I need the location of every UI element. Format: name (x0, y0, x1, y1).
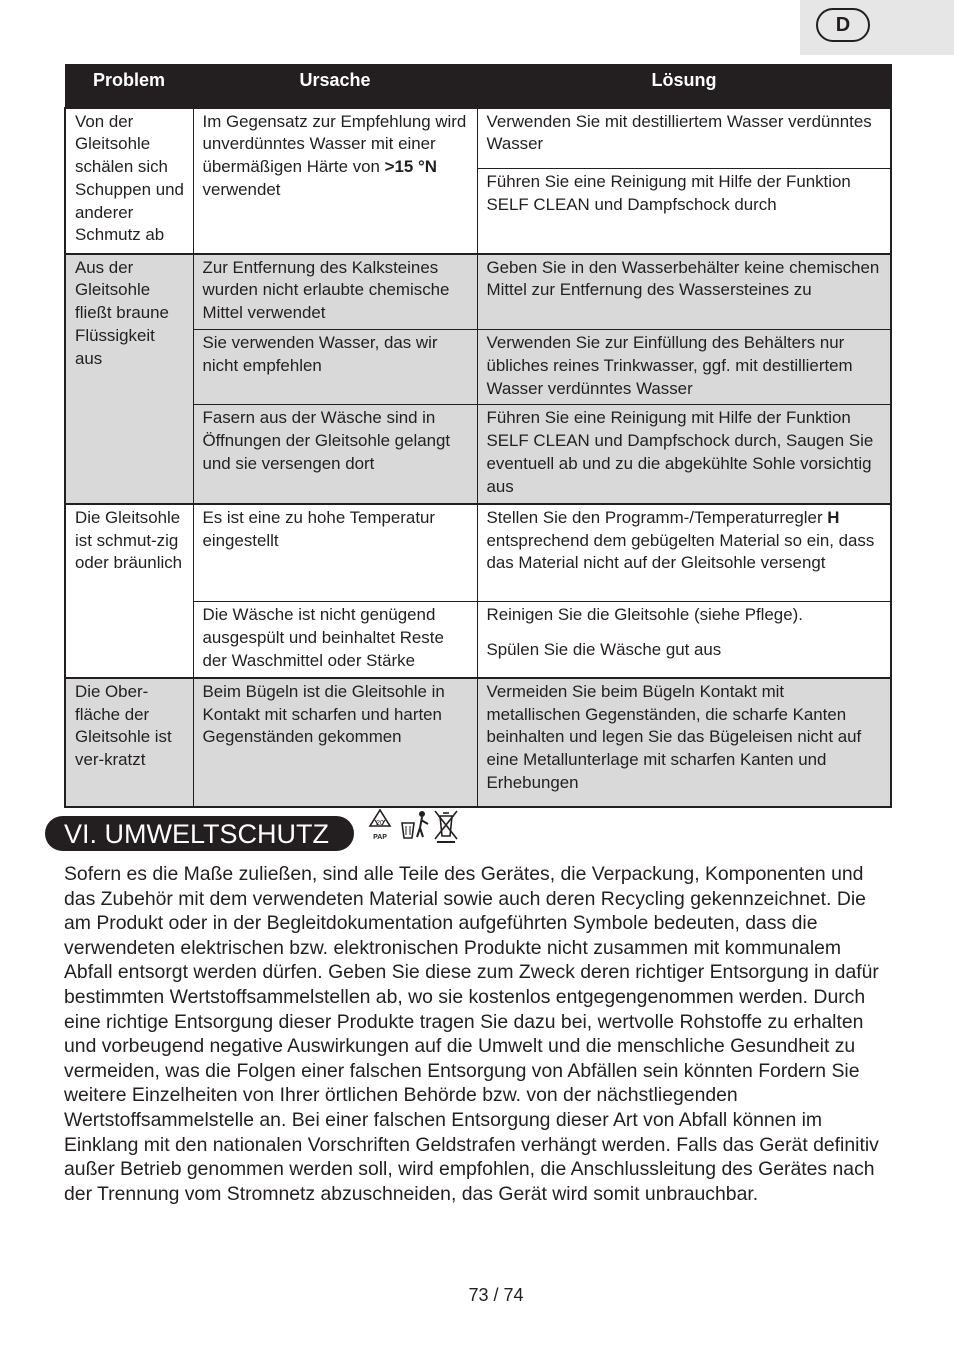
problem-cell: Die Ober-fläche der Gleitsohle ist ver-kratzt (65, 678, 193, 807)
cause-cell: Sie verwenden Wasser, das wir nicht empfehlen (193, 330, 477, 405)
column-header-problem: Problem (65, 65, 193, 108)
svg-text:20: 20 (376, 820, 384, 827)
solution-bold-text: H (827, 507, 840, 527)
environment-icons (366, 806, 462, 846)
solution-cell: Verwenden Sie mit destilliertem Wasser verdünntes Wasser (477, 108, 891, 169)
column-header-ursache: Ursache (193, 65, 477, 108)
cause-text: Im Gegensatz zur Empfehlung wird unverdünntes Wasser mit einer übermäßigen Härte von (202, 111, 467, 177)
cause-text-end: verwendet (202, 179, 281, 199)
solution-text: Stellen Sie den Programm-/Temperaturregler (486, 507, 828, 527)
solution-cell: Verwenden Sie zur Einfüllung des Behälters nur übliches reines Trinkwasser, ggf. mit destilliertem Wasser verdünntes Wasser (477, 330, 891, 405)
tidyman-icon (402, 811, 428, 838)
cause-cell: Fasern aus der Wäsche sind in Öffnungen der Gleitsohle gelangt und sie versengen dort (193, 405, 477, 504)
recycling-20-pap-icon (370, 810, 390, 841)
problem-cell: Die Gleitsohle ist schmut-zig oder bräunlich (65, 504, 193, 678)
column-header-loesung: Lösung (477, 65, 891, 108)
language-badge: D (816, 8, 870, 42)
solution-cell (477, 504, 891, 602)
table-row (65, 504, 891, 602)
cause-cell (193, 108, 477, 254)
cause-cell: Es ist eine zu hohe Temperatur eingestellt (193, 504, 477, 602)
cause-cell: Die Wäsche ist nicht genügend ausgespült und beinhaltet Reste der Waschmittel oder Stärke (193, 602, 477, 678)
cause-cell: Beim Bügeln ist die Gleitsohle in Kontakt mit scharfen und harten Gegenständen gekommen (193, 678, 477, 807)
solution-text-end: entsprechend dem gebügelten Material so ein, dass das Material nicht auf der Gleitsohle versengt (486, 530, 875, 573)
language-tab (800, 0, 954, 55)
solution-cell: Vermeiden Sie beim Bügeln Kontakt mit metallischen Gegenständen, die scharfe Kanten beinhalten und legen Sie das Bügeleisen nicht auf eine Metallunterlage mit scharfen Kanten und Erhebungen (477, 678, 891, 807)
problem-cell: Aus der Gleitsohle fließt braune Flüssigkeit aus (65, 254, 193, 504)
solution-cell: Führen Sie eine Reinigung mit Hilfe der Funktion SELF CLEAN und Dampfschock durch, Saugen Sie eventuell ab und zu die abgekühlte Sohle vorsichtig aus (477, 405, 891, 504)
svg-text:PAP: PAP (373, 834, 387, 841)
table-row (65, 678, 891, 807)
section-title: VI. UMWELTSCHUTZ (45, 816, 354, 851)
solution-cell: Führen Sie eine Reinigung mit Hilfe der Funktion SELF CLEAN und Dampfschock durch (477, 169, 891, 254)
troubleshooting-table (64, 64, 892, 808)
page-number: 73 / 74 (468, 1285, 524, 1305)
solution-cell (477, 602, 891, 678)
table-row (65, 254, 891, 330)
table-row (65, 108, 891, 169)
crossed-bin-icon (435, 811, 457, 843)
problem-cell: Von der Gleitsohle schälen sich Schuppen und anderer Schmutz ab (65, 108, 193, 254)
solution-text: Reinigen Sie die Gleitsohle (siehe Pflege). (486, 605, 803, 625)
table-header-row (65, 65, 891, 108)
solution-cell: Geben Sie in den Wasserbehälter keine chemischen Mittel zur Entfernung des Wassersteines zu (477, 254, 891, 330)
cause-bold-text: >15 °N (384, 157, 437, 177)
solution-text: Spülen Sie die Wäsche gut aus (486, 640, 722, 660)
environment-paragraph: Sofern es die Maße zuließen, sind alle Teile des Gerätes, die Verpackung, Komponenten und das Zubehör mit dem verwendeten Material sowie auch deren Recycling gekennzeichnet. Die am Produkt oder in der Begleitdokumentation aufgeführten Symbole bedeuten, dass die verwendeten elektrischen bzw. elektronischen Produkte nicht zusammen mit kommunalem Abfall entsorgt werden dürfen. Geben Sie diese zum Zweck deren richtiger Entsorgung in dafür bestimmten Wertstoffsammelstellen ab, wo sie kostenlos entgegengenommen werden. Durch eine richtige Entsorgung dieser Produkte tragen Sie dazu bei, wertvolle Rohstoffe zu erhalten und vorbeugend negative Auswirkungen auf die Umwelt und die menschliche Gesundheit zu vermeiden, was die Folgen einer falschen Entsorgung von Abfällen sein könnten Fordern Sie weitere Einzelheiten von Ihrer örtlichen Behörde bzw. von der nächstliegenden Wertstoffsammelstelle an. Bei einer falschen Entsorgung dieser Art von Abfall können im Einklang mit den nationalen Vorschriften Geldstrafen verhängt werden. Falls das Gerät definitiv außer Betrieb genommen werden soll, wird empfohlen, die Anschlussleitung des Gerätes nach der Trennung vom Stromnetz abzuschneiden, das Gerät wird somit unbrauchbar. (64, 863, 879, 1205)
cause-cell: Zur Entfernung des Kalksteines wurden nicht erlaubte chemische Mittel verwendet (193, 254, 477, 330)
